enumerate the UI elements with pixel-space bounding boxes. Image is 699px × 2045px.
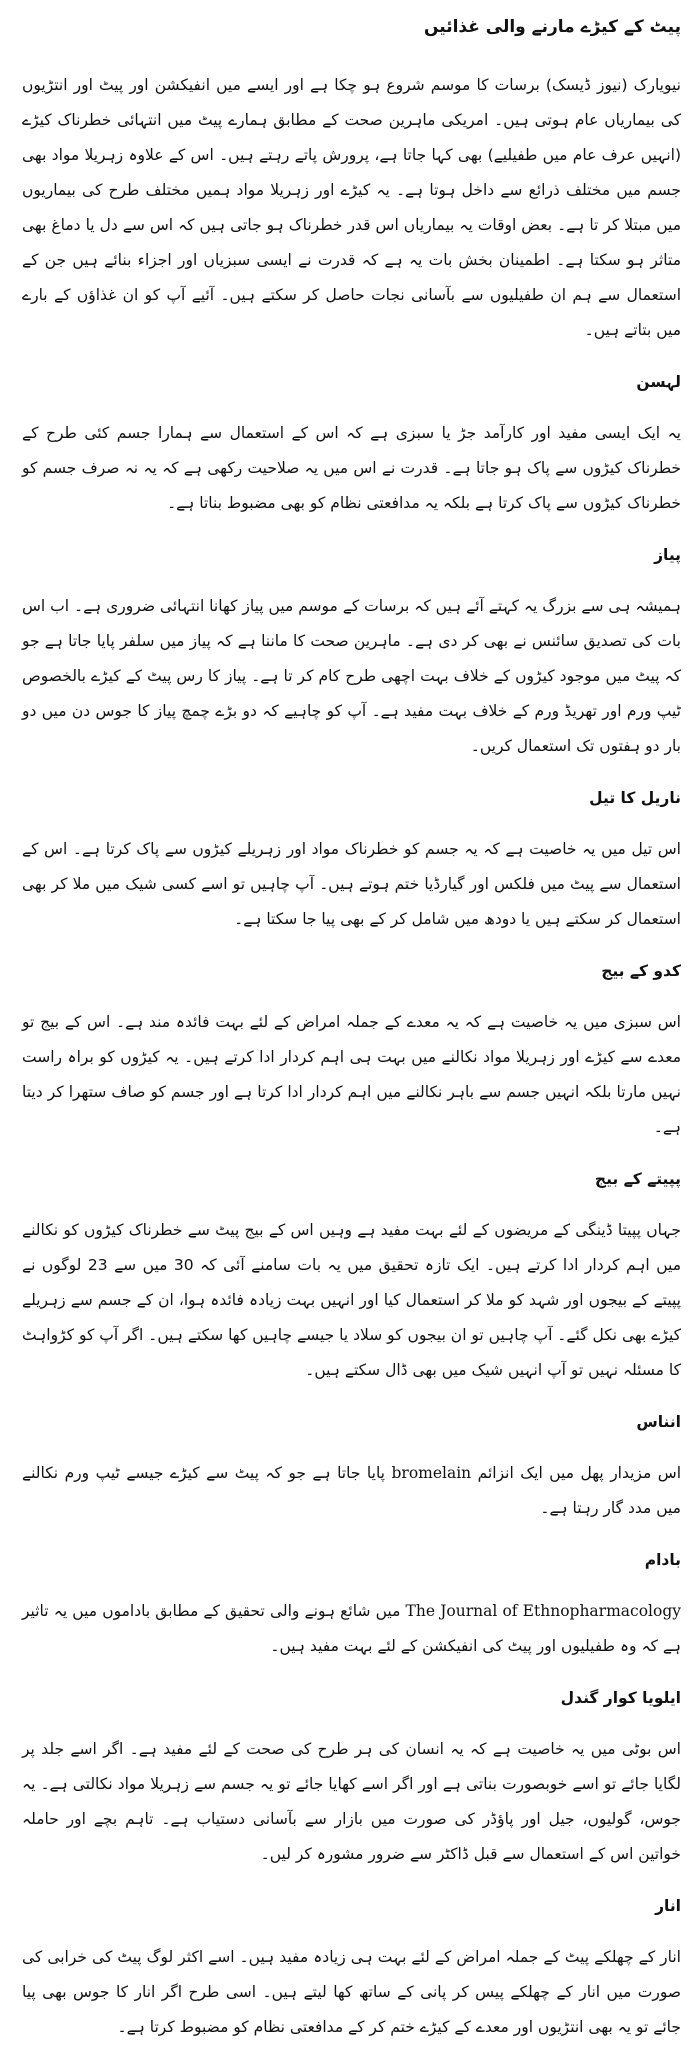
section-body-onion: ہمیشہ ہی سے بزرگ یہ کہتے آئے ہیں کہ برسات کے موسم میں پیاز کھانا انتہائی ضروری ہے۔ اب اس بات کی تصدیق سائنس نے بھی کر دی ہے۔ ماہرین صحت کا ماننا ہے کہ پیاز میں سلفر پایا جاتا ہے جو کہ پیٹ میں موجود کیڑوں کے خلاف بہت اچھی طرح کام کر تا ہے۔ پیاز کا رس پیٹ کے کیڑے بالخصوص ٹیپ ورم اور تھریڈ ورم کے خلاف بہت مفید ہے۔ آپ کو چاہیے کہ دو بڑے چمچ پیاز کا جوس دن میں دو بار دو ہفتوں تک استعمال کریں۔ bbox=[22, 597, 681, 755]
section-body-almonds bbox=[22, 1594, 681, 1664]
bromelain-term: bromelain bbox=[391, 1464, 472, 1482]
section-body-aloe-vera: اس بوٹی میں یہ خاصیت ہے کہ یہ انسان کی ہر طرح کی صحت کے لئے مفید ہے۔ اگر اسے جلد پر لگایا جائے تو اسے خوبصورت بناتی ہے اور اگر اسے کھایا جائے تو یہ جسم سے زہریلا مواد نکالتی ہے۔ یہ جوس، گولیوں، جیل اور پاؤڈر کی صورت میں بازار سے بآسانی دستیاب ہے۔ تاہم بچے اور حاملہ خواتین اس کے استعمال سے قبل ڈاکٹر سے ضرور مشورہ کر لیں۔ bbox=[22, 1740, 681, 1863]
article-title: پیٹ کے کیڑے مارنے والی غذائیں bbox=[423, 17, 681, 37]
section-body-garlic: یہ ایک ایسی مفید اور کارآمد جڑ یا سبزی ہے کہ اس کے استعمال سے ہمارا جسم کئی طرح کے خطرناک کیڑوں سے پاک ہو جاتا ہے۔ قدرت نے اس میں یہ صلاحیت رکھی ہے کہ یہ نہ صرف جسم کو خطرناک کیڑوں سے پاک کرتا ہے بلکہ یہ مدافعتی نظام کو بھی مضبوط بناتا ہے۔ bbox=[22, 424, 681, 512]
section-body-papaya-seeds: جہاں پپیتا ڈینگی کے مریضوں کے لئے بہت مفید ہے وہیں اس کے بیج پیٹ سے خطرناک کیڑوں کو نکالنے میں اہم کردار ادا کرتے ہیں۔ ایک تازہ تحقیق میں یہ بات سامنے آئی کہ 30 میں سے 23 لوگوں نے پپیتے کے بیجوں اور شہد کو ملا کر استعمال کیا اور انہیں بہت زیادہ فائدہ ہوا، ان کے جسم سے زہریلے کیڑے بھی نکل گئے۔ آپ چاہیں تو ان بیجوں کو سلاد یا جیسے چاہیں کھا سکتے ہیں۔ اگر آپ کو کڑواہٹ کا مسئلہ نہیں تو آپ انہیں شیک میں بھی ڈال سکتے ہیں۔ bbox=[22, 1221, 681, 1379]
almonds-text-after: میں شائع ہونے والی تحقیق کے مطابق باداموں میں یہ تاثیر ہے کہ وہ طفیلیوں اور پیٹ کی انفیکشن کے لئے بہت مفید ہیں۔ bbox=[22, 1602, 681, 1655]
pineapple-text-before: اس مزیدار پھل میں ایک انزائم bbox=[471, 1464, 681, 1482]
intro-paragraph: نیویارک (نیوز ڈیسک) برسات کا موسم شروع ہو چکا ہے اور ایسے میں انفیکشن اور پیٹ اور انتڑیوں کی بیماریاں عام ہوتی ہیں۔ امریکی ماہرین صحت کے مطابق ہمارے پیٹ میں انتہائی خطرناک کیڑے (انہیں عرف عام میں طفیلیے) بھی کہا جاتا ہے، پرورش پاتے رہتے ہیں۔ اس کے علاوہ زہریلا مواد بھی جسم میں مختلف ذرائع سے داخل ہوتا ہے۔ یہ کیڑے اور زہریلا مواد ہمیں مختلف طرح کی بیماریوں میں مبتلا کر تا ہے۔ بعض اوقات یہ بیماریاں اس قدر خطرناک ہو جاتی ہیں کہ اس سے دل یا دماغ بھی متاثر ہو سکتا ہے۔ اطمینان بخش بات یہ ہے کہ قدرت نے ایسی سبزیاں اور اجزاء بنائے ہیں جن کے استعمال سے ہم ان طفیلیوں سے بآسانی نجات حاصل کر سکتے ہیں۔ آئیے آپ کو ان غذاؤں کے بارے میں بتاتے ہیں۔ bbox=[22, 76, 681, 339]
pineapple-text-after: پایا جاتا ہے جو کہ پیٹ سے کیڑے جیسے ٹیپ ورم نکالنے میں مدد گار رہتا ہے۔ bbox=[22, 1464, 681, 1517]
section-heading-papaya-seeds: پپیتے کے بیج bbox=[594, 1170, 681, 1188]
section-heading-pomegranate: انار bbox=[655, 1897, 681, 1915]
section-heading-aloe-vera: ایلویا کوار گندل bbox=[560, 1689, 681, 1707]
section-body-pineapple bbox=[22, 1456, 681, 1526]
journal-name: The Journal of Ethnopharmacology bbox=[405, 1602, 681, 1620]
section-heading-almonds: بادام bbox=[644, 1551, 681, 1569]
section-body-pomegranate: انار کے چھلکے پیٹ کے جملہ امراض کے لئے بہت ہی زیادہ مفید ہیں۔ اسے اکثر لوگ پیٹ کی خرابی کی صورت میں انار کے چھلکے پیس کر پانی کے ساتھ کھا لیتے ہیں۔ اسی طرح اگر انار کا جوس بھی پیا جائے تو یہ بھی انتڑیوں اور معدے کے کیڑے ختم کر کے مدافعتی نظام کو مضبوط کرتا ہے۔ bbox=[22, 1948, 681, 2036]
section-body-pumpkin-seeds: اس سبزی میں یہ خاصیت ہے کہ یہ معدے کے جملہ امراض کے لئے بہت فائدہ مند ہے۔ اس کے بیج تو معدے سے کیڑے اور زہریلا مواد نکالنے میں بہت ہی اہم کردار ادا کرتے ہیں۔ یہ کیڑوں کو براہ راست نہیں مارتا بلکہ انہیں جسم سے باہر نکالنے میں اہم کردار ادا کرتا ہے اور جسم کو صاف ستھرا کر دیتا ہے۔ bbox=[22, 1013, 681, 1136]
section-heading-onion: پیاز bbox=[654, 546, 681, 564]
section-heading-coconut-oil: ناریل کا تیل bbox=[589, 789, 681, 807]
section-heading-garlic: لہسن bbox=[636, 373, 681, 391]
section-body-coconut-oil: اس تیل میں یہ خاصیت ہے کہ یہ جسم کو خطرناک مواد اور زہریلے کیڑوں سے پاک کرتا ہے۔ اس کے استعمال سے پیٹ میں فلکس اور گیارڈیا ختم ہوتے ہیں۔ آپ چاہیں تو اسے کسی شیک میں ملا کر بھی استعمال کر سکتے ہیں یا دودھ میں شامل کر کے بھی پیا جا سکتا ہے۔ bbox=[22, 840, 681, 928]
section-heading-pumpkin-seeds: کدو کے بیج bbox=[601, 962, 681, 980]
section-heading-pineapple: انناس bbox=[636, 1413, 681, 1431]
